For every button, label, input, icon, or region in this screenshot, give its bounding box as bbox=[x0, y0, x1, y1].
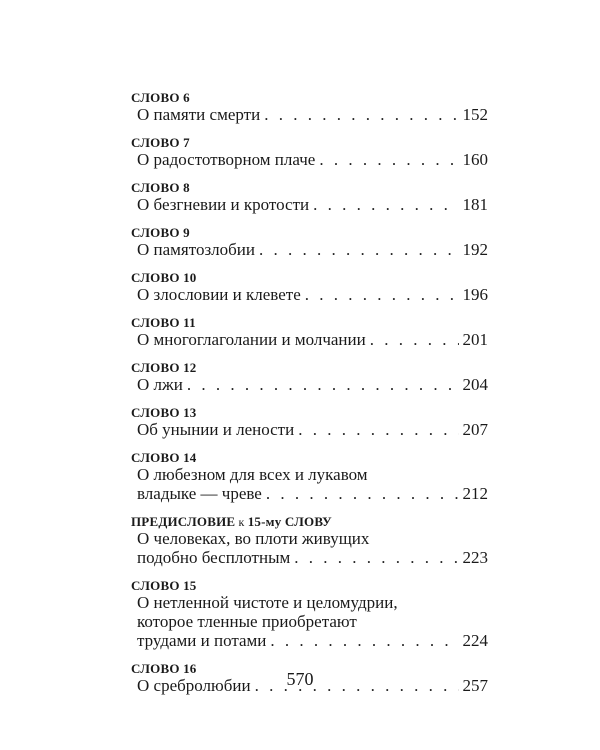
entry-line: О любезном для всех и лукавом bbox=[137, 465, 368, 484]
entry-title: О радостотворном плаче bbox=[137, 150, 316, 169]
entry-title: О сребролюбии bbox=[137, 676, 251, 695]
entry-title: подобно бесплотным bbox=[137, 548, 291, 567]
entry-title: О безгневии и кротости bbox=[137, 195, 310, 214]
toc-entry bbox=[131, 316, 488, 349]
entry-line bbox=[131, 240, 488, 259]
toc-entry bbox=[131, 136, 488, 169]
entry-page: 223 bbox=[462, 548, 488, 567]
dot-leader bbox=[259, 240, 459, 259]
heading-number: 15-му bbox=[247, 514, 282, 529]
entry-page: 201 bbox=[462, 330, 488, 349]
entry-page: 204 bbox=[462, 375, 488, 394]
entry-line bbox=[131, 548, 488, 567]
entry-heading: СЛОВО 9 bbox=[131, 225, 190, 240]
toc-entry bbox=[131, 515, 488, 567]
entry-line: которое тленные приобретают bbox=[137, 612, 357, 631]
toc-entry bbox=[131, 226, 488, 259]
toc-entry bbox=[131, 271, 488, 304]
dot-leader bbox=[270, 631, 458, 650]
entry-page: 212 bbox=[462, 484, 488, 503]
entry-title: О памятозлобии bbox=[137, 240, 255, 259]
entry-heading: СЛОВО 14 bbox=[131, 450, 197, 465]
entry-line bbox=[131, 420, 488, 439]
heading-word: СЛОВУ bbox=[281, 514, 332, 529]
entry-page: 224 bbox=[462, 631, 488, 650]
entry-line: О человеках, во плоти живущих bbox=[137, 529, 370, 548]
entry-heading: СЛОВО 11 bbox=[131, 315, 196, 330]
entry-heading bbox=[131, 515, 488, 529]
dot-leader bbox=[298, 420, 458, 439]
toc-entry bbox=[131, 406, 488, 439]
entry-title: трудами и потами bbox=[137, 631, 267, 650]
dot-leader bbox=[266, 484, 459, 503]
entry-heading: СЛОВО 16 bbox=[131, 661, 197, 676]
heading-preposition: к bbox=[235, 515, 248, 529]
entry-heading: СЛОВО 10 bbox=[131, 270, 197, 285]
entry-line bbox=[131, 105, 488, 124]
dot-leader bbox=[370, 330, 459, 349]
entry-line bbox=[131, 150, 488, 169]
entry-page: 192 bbox=[462, 240, 488, 259]
entry-title: О лжи bbox=[137, 375, 183, 394]
dot-leader bbox=[305, 285, 459, 304]
dot-leader bbox=[264, 105, 458, 124]
page-number: 570 bbox=[286, 669, 314, 689]
entry-page: 181 bbox=[462, 195, 488, 214]
entry-line bbox=[131, 631, 488, 650]
entry-heading: СЛОВО 12 bbox=[131, 360, 197, 375]
toc-entry bbox=[131, 451, 488, 503]
entry-page: 207 bbox=[462, 420, 488, 439]
dot-leader bbox=[294, 548, 458, 567]
entry-line bbox=[131, 195, 488, 214]
entry-title: Об унынии и лености bbox=[137, 420, 295, 439]
table-of-contents bbox=[131, 91, 488, 707]
entry-heading: СЛОВО 8 bbox=[131, 180, 190, 195]
entry-title: владыке — чреве bbox=[137, 484, 262, 503]
entry-title: О злословии и клевете bbox=[137, 285, 301, 304]
entry-heading: СЛОВО 7 bbox=[131, 135, 190, 150]
entry-line bbox=[131, 484, 488, 503]
entry-heading: СЛОВО 6 bbox=[131, 90, 190, 105]
entry-title: О памяти смерти bbox=[137, 105, 261, 124]
toc-entry bbox=[131, 91, 488, 124]
heading-preface: ПРЕДИСЛОВИЕ bbox=[131, 514, 236, 529]
entry-line bbox=[131, 330, 488, 349]
toc-entry bbox=[131, 579, 488, 650]
entry-heading: СЛОВО 15 bbox=[131, 578, 197, 593]
entry-page: 257 bbox=[462, 676, 488, 695]
entry-line bbox=[131, 285, 488, 304]
entry-line bbox=[131, 375, 488, 394]
dot-leader bbox=[313, 195, 458, 214]
entry-page: 152 bbox=[462, 105, 488, 124]
entry-page: 196 bbox=[462, 285, 488, 304]
entry-title: О многоглаголании и молчании bbox=[137, 330, 366, 349]
dot-leader bbox=[187, 375, 459, 394]
dot-leader bbox=[319, 150, 458, 169]
entry-heading: СЛОВО 13 bbox=[131, 405, 197, 420]
toc-entry bbox=[131, 361, 488, 394]
entry-line: О нетленной чистоте и целомудрии, bbox=[137, 593, 398, 612]
entry-page: 160 bbox=[462, 150, 488, 169]
toc-entry bbox=[131, 181, 488, 214]
